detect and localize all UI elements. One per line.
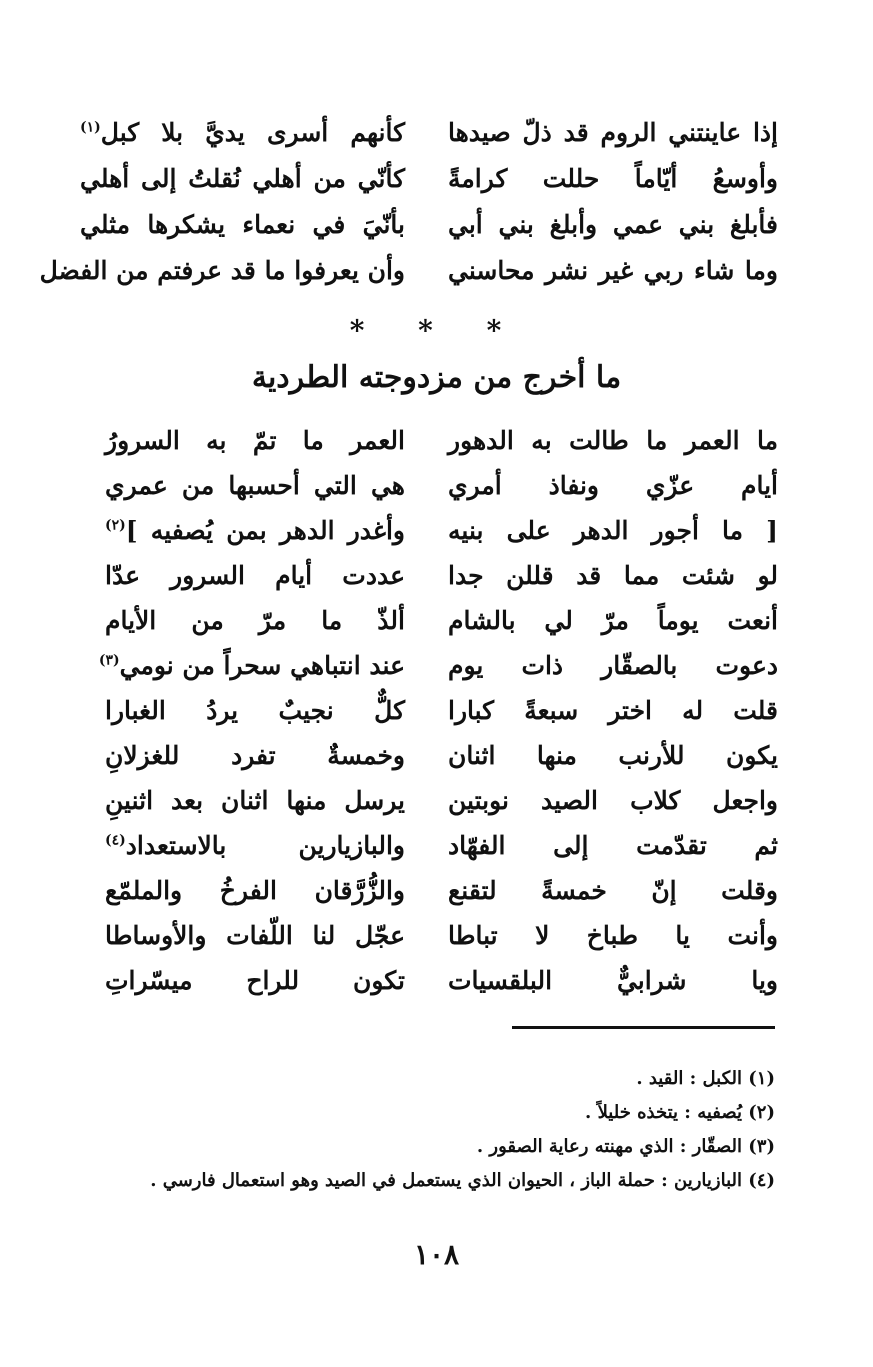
verse-line bbox=[0, 508, 873, 554]
verse-first-hemistich: ويا شرابيٌّ البلقسيات bbox=[448, 966, 778, 995]
footnote-ref: (٤) bbox=[105, 832, 126, 849]
hemistich-text: وأغدر الدهر بمن يُصفيه ] bbox=[125, 516, 405, 545]
verse-line bbox=[0, 202, 873, 248]
verse-line bbox=[0, 733, 873, 779]
verse-line bbox=[0, 778, 873, 824]
verse-line bbox=[0, 156, 873, 202]
section-title: ما أخرج من مزدوجته الطردية bbox=[251, 360, 622, 395]
verse-line bbox=[0, 868, 873, 914]
verse-second-hemistich: تكون للراح ميسّراتِ bbox=[105, 966, 405, 995]
footnotes bbox=[75, 1062, 775, 1198]
verse-line bbox=[0, 958, 873, 1004]
verse-first-hemistich: أنعت يوماً مرّ لي بالشام bbox=[448, 606, 778, 635]
footnote-divider bbox=[512, 1026, 775, 1029]
verse-line bbox=[0, 553, 873, 599]
verse-first-hemistich: لو شئت مما قد قللن جدا bbox=[448, 561, 778, 590]
verse-first-hemistich: وقلت إنّ خمسةً لتقنع bbox=[448, 876, 778, 905]
verse-line bbox=[0, 110, 873, 156]
verse-second-hemistich: العمر ما تمّ به السرورُ bbox=[105, 426, 405, 455]
verse-line bbox=[0, 823, 873, 869]
verse-second-hemistich: هي التي أحسبها من عمري bbox=[105, 471, 405, 500]
footnote-ref: (١) bbox=[80, 119, 101, 136]
verse-line bbox=[0, 248, 873, 294]
verse-line bbox=[0, 418, 873, 464]
verse-second-hemistich bbox=[80, 110, 405, 156]
hemistich-text: عند انتباهي سحراً من نومي bbox=[119, 651, 405, 680]
verse-line bbox=[0, 463, 873, 509]
verse-second-hemistich: والزُّرَّقان الفرخُ والملمّع bbox=[105, 876, 405, 905]
verse-second-hemistich: كأنّي من أهلي نُقلتُ إلى أهلي bbox=[80, 164, 405, 193]
verse-second-hemistich: عجّل لنا اللّفات والأوساطا bbox=[105, 921, 405, 950]
verse-first-hemistich: وما شاء ربي غير نشر محاسني bbox=[448, 256, 778, 285]
verse-first-hemistich: واجعل كلاب الصيد نوبتين bbox=[448, 786, 778, 815]
verse-first-hemistich: ما العمر ما طالت به الدهور bbox=[448, 426, 778, 455]
verse-first-hemistich: وأنت يا طباخ لا تباطا bbox=[448, 921, 778, 950]
hemistich-text: كأنهم أسرى يديَّ بلا كبل bbox=[100, 118, 405, 147]
verse-first-hemistich: دعوت بالصقّار ذات يوم bbox=[448, 651, 778, 680]
verse-second-hemistich: ألذّ ما مرّ من الأيام bbox=[105, 606, 405, 635]
verse-second-hemistich bbox=[105, 823, 405, 869]
section-separator: * * * bbox=[349, 314, 524, 347]
footnote-ref: (٣) bbox=[98, 652, 120, 669]
verse-first-hemistich: وأوسعُ أيّاماً حللت كرامةً bbox=[448, 164, 778, 193]
verse-line bbox=[0, 688, 873, 734]
verse-second-hemistich: كلٌّ نجيبٌ يردُ الغبارا bbox=[105, 696, 405, 725]
footnote: (٣) الصقّار : الذي مهنته رعاية الصقور . bbox=[476, 1136, 775, 1157]
footnote: (٢) يُصفيه : يتخذه خليلاً . bbox=[585, 1102, 775, 1123]
verse-second-hemistich: عددت أيام السرور عدّا bbox=[105, 561, 405, 590]
verse-line bbox=[0, 643, 873, 689]
verse-first-hemistich: يكون للأرنب منها اثنان bbox=[448, 741, 778, 770]
verse-second-hemistich: وأن يعرفوا ما قد عرفتم من الفضل bbox=[39, 256, 405, 285]
verse-first-hemistich: فأبلغ بني عمي وأبلغ بني أبي bbox=[448, 210, 778, 239]
verse-first-hemistich: قلت له اختر سبعةً كبارا bbox=[448, 696, 778, 725]
hemistich-text: والبازيارين بالاستعداد bbox=[125, 831, 405, 860]
verse-line bbox=[0, 913, 873, 959]
verse-first-hemistich: إذا عاينتني الروم قد ذلّ صيدها bbox=[448, 118, 778, 147]
verse-second-hemistich: بأنّيَ في نعماء يشكرها مثلي bbox=[80, 210, 405, 239]
verse-second-hemistich bbox=[98, 643, 405, 689]
verse-first-hemistich: أيام عزّي ونفاذ أمري bbox=[448, 471, 778, 500]
verse-second-hemistich: وخمسةٌ تفرد للغزلانِ bbox=[105, 741, 405, 770]
verse-second-hemistich: يرسل منها اثنان بعد اثنينِ bbox=[105, 786, 405, 815]
page-number: ١٠٨ bbox=[413, 1238, 460, 1271]
footnote-ref: (٢) bbox=[105, 517, 126, 534]
footnote: (٤) البازيارين : حملة الباز ، الحيوان الذي يستعمل في الصيد وهو استعمال فارسي . bbox=[150, 1170, 775, 1191]
verse-line bbox=[0, 598, 873, 644]
verse-second-hemistich bbox=[105, 508, 405, 554]
verse-first-hemistich: [ ما أجور الدهر على بنيه bbox=[448, 516, 778, 545]
footnote: (١) الكبل : القيد . bbox=[636, 1068, 775, 1089]
verse-first-hemistich: ثم تقدّمت إلى الفهّاد bbox=[448, 831, 778, 860]
